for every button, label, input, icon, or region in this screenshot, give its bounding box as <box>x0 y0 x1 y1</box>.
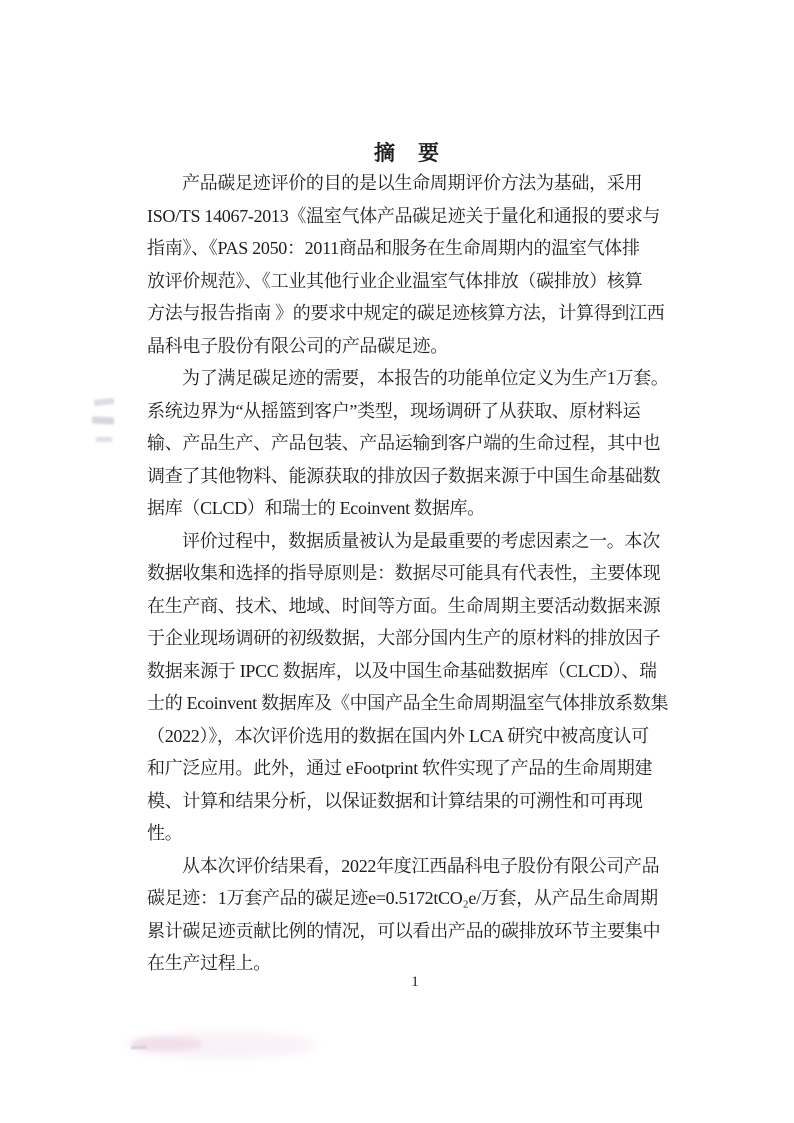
text-line: 士的 Ecoinvent 数据库及《中国产品全生命周期温室气体排放系数集 <box>147 693 669 713</box>
text-line: 输、产品生产、产品包装、产品运输到客户端的生命过程，其中也 <box>147 433 661 453</box>
text-line: 方法与报告指南 》的要求中规定的碳足迹核算方法，计算得到江西 <box>147 303 665 323</box>
gray-scan-tick <box>131 1046 147 1049</box>
abstract-title: 摘 要 <box>374 141 440 165</box>
text-line: 晶科电子股份有限公司的产品碳足迹。 <box>147 335 448 356</box>
paragraph <box>147 362 671 525</box>
text-line: 在生产商、技术、地域、时间等方面。生命周期主要活动数据来源 <box>147 595 661 616</box>
page-number: 1 <box>411 974 419 990</box>
text-line: 模、计算和结果分析，以保证数据和计算结果的可溯性和可再现 <box>147 790 643 811</box>
pink-scan-smudge <box>126 1031 316 1059</box>
text-line: 从本次评价结果看，2022年度江西晶科电子股份有限公司产品 <box>182 855 660 876</box>
abstract-body <box>147 167 671 980</box>
paragraph <box>147 850 671 980</box>
text-line: 为了满足碳足迹的需要，本报告的功能单位定义为生产1万套。 <box>182 368 669 388</box>
paragraph <box>147 167 671 362</box>
paragraph <box>147 525 671 850</box>
text-line: 在生产过程上。 <box>147 953 271 973</box>
pencil-smudge-icon <box>92 416 114 424</box>
text-line: ISO/TS 14067-2013《温室气体产品碳足迹关于量化和通报的要求与 <box>147 205 661 226</box>
text-line: 指南》、《PAS 2050：2011商品和服务在生命周期内的温室气体排 <box>147 238 640 258</box>
text-line: 于企业现场调研的初级数据，大部分国内生产的原材料的排放因子 <box>147 628 661 648</box>
text-line: 数据收集和选择的指导原则是：数据尽可能具有代表性，主要体现 <box>147 563 661 583</box>
pencil-smudge-icon <box>94 398 115 406</box>
pink-scan-smudge <box>132 1037 202 1051</box>
text-line: 系统边界为“从摇篮到客户”类型，现场调研了从获取、原材料运 <box>147 400 641 421</box>
text-line: 据库（CLCD）和瑞士的 Ecoinvent 数据库。 <box>147 498 485 518</box>
text-line: 和广泛应用。此外，通过 eFootprint 软件实现了产品的生命周期建 <box>147 758 653 778</box>
text-line: 放评价规范》、《工业其他行业企业温室气体排放（碳排放）核算 <box>147 270 643 291</box>
text-line: 数据来源于 IPCC 数据库，以及中国生命基础数据库（CLCD）、瑞 <box>147 660 657 681</box>
pencil-smudge-icon <box>96 437 112 442</box>
text-line: 产品碳足迹评价的目的是以生命周期评价方法为基础，采用 <box>182 173 643 193</box>
text-line: （2022）》，本次评价选用的数据在国内外 LCA 研究中被高度认可 <box>147 725 649 746</box>
text-line: 调查了其他物料、能源获取的排放因子数据来源于中国生命基础数 <box>147 465 661 486</box>
text-line: 累计碳足迹贡献比例的情况，可以看出产品的碳排放环节主要集中 <box>147 920 661 941</box>
text-line: 性。 <box>147 823 183 843</box>
text-line: 评价过程中，数据质量被认为是最重要的考虑因素之一。本次 <box>182 530 660 551</box>
text-line: 碳足迹：1万套产品的碳足迹e=0.5172tCO₂e/万套，从产品生命周期 <box>147 888 658 908</box>
